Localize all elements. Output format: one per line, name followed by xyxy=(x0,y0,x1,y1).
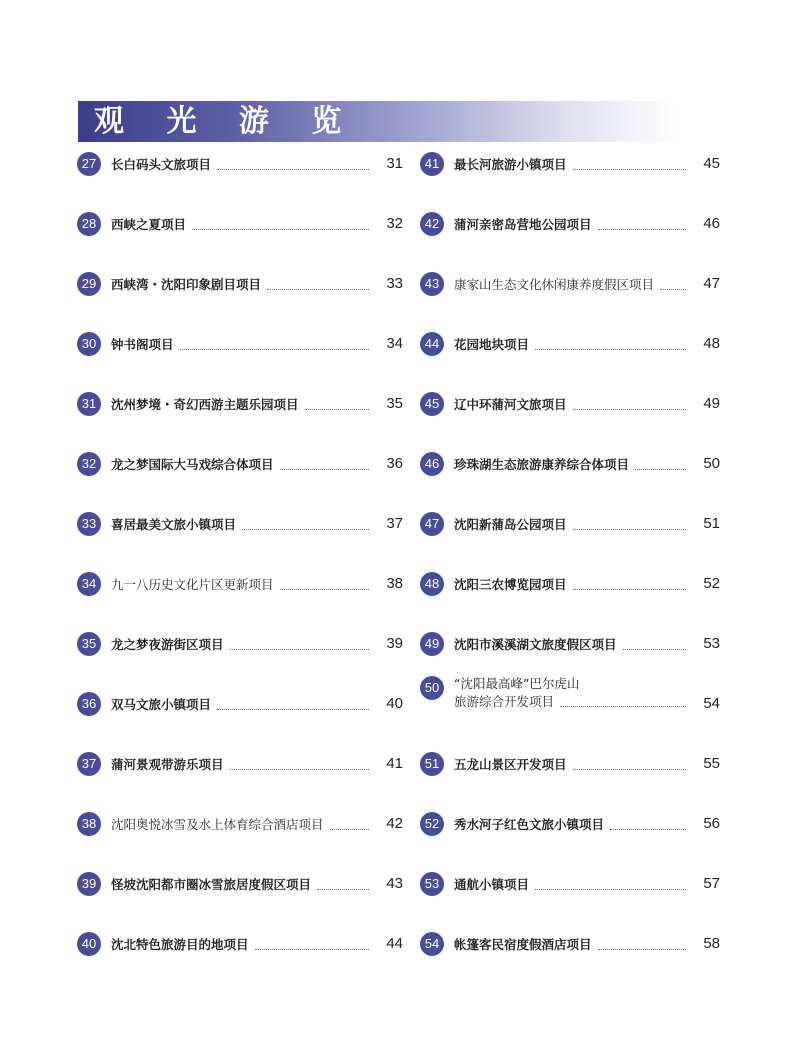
entry-number-badge: 30 xyxy=(77,332,101,356)
dot-leader xyxy=(560,706,686,707)
entry-title: 花园地块项目 xyxy=(454,337,530,352)
toc-entry[interactable] xyxy=(420,212,720,238)
dot-leader xyxy=(623,649,686,650)
entry-title-row xyxy=(454,752,686,776)
entry-page-number: 37 xyxy=(386,515,403,532)
entry-title-row xyxy=(111,152,369,176)
entry-title-row xyxy=(111,392,369,416)
entry-number-badge: 51 xyxy=(420,752,444,776)
toc-entry[interactable] xyxy=(77,872,403,898)
toc-entry[interactable] xyxy=(77,632,403,658)
toc-entry[interactable] xyxy=(77,932,403,958)
entry-title-row xyxy=(454,512,686,536)
entry-page-number: 40 xyxy=(386,695,403,712)
entry-title-line1: “沈阳最高峰”巴尔虎山 xyxy=(454,676,580,691)
entry-number-badge: 43 xyxy=(420,272,444,296)
entry-title-row xyxy=(111,332,369,356)
entry-number-badge: 36 xyxy=(77,692,101,716)
entry-title-row xyxy=(111,632,369,656)
entry-title: 龙之梦国际大马戏综合体项目 xyxy=(111,457,274,472)
entry-page-number: 47 xyxy=(703,275,720,292)
entry-page-number: 31 xyxy=(386,155,403,172)
dot-leader xyxy=(230,769,369,770)
toc-entry[interactable] xyxy=(77,812,403,838)
dot-leader xyxy=(242,529,369,530)
entry-title: 西峡之夏项目 xyxy=(111,217,187,232)
toc-entry[interactable] xyxy=(420,676,720,716)
dot-leader xyxy=(280,589,369,590)
entry-number-badge: 32 xyxy=(77,452,101,476)
entry-title: 五龙山景区开发项目 xyxy=(454,757,567,772)
entry-title: 辽中环蒲河文旅项目 xyxy=(454,397,567,412)
entry-title-row xyxy=(111,812,369,836)
dot-leader xyxy=(230,649,369,650)
entry-title-row xyxy=(111,572,369,596)
dot-leader xyxy=(635,469,686,470)
dot-leader xyxy=(573,409,686,410)
entry-page-number: 56 xyxy=(703,815,720,832)
entry-number-badge: 50 xyxy=(420,676,444,700)
entry-page-number: 45 xyxy=(703,155,720,172)
entry-title: 秀水河子红色文旅小镇项目 xyxy=(454,817,605,832)
entry-page-number: 38 xyxy=(386,575,403,592)
entry-title: 双马文旅小镇项目 xyxy=(111,697,212,712)
entry-page-number: 44 xyxy=(386,935,403,952)
dot-leader xyxy=(535,349,686,350)
toc-entry[interactable] xyxy=(77,452,403,478)
entry-title-row xyxy=(111,872,369,896)
toc-entry[interactable] xyxy=(77,392,403,418)
entry-page-number: 46 xyxy=(703,215,720,232)
entry-number-badge: 53 xyxy=(420,872,444,896)
entry-page-number: 50 xyxy=(703,455,720,472)
entry-title: 沈阳市溪溪湖文旅度假区项目 xyxy=(454,637,617,652)
toc-entry[interactable] xyxy=(77,692,403,718)
entry-number-badge: 48 xyxy=(420,572,444,596)
entry-title: 通航小镇项目 xyxy=(454,877,530,892)
dot-leader xyxy=(610,829,686,830)
toc-entry[interactable] xyxy=(420,392,720,418)
toc-entry[interactable] xyxy=(420,332,720,358)
entry-number-badge: 40 xyxy=(77,932,101,956)
dot-leader xyxy=(180,349,369,350)
dot-leader xyxy=(598,229,686,230)
dot-leader xyxy=(573,589,686,590)
dot-leader xyxy=(573,169,686,170)
entry-title-row xyxy=(111,212,369,236)
entry-title-row xyxy=(111,752,369,776)
dot-leader xyxy=(573,769,686,770)
entry-number-badge: 45 xyxy=(420,392,444,416)
entry-title: 西峡湾・沈阳印象剧目项目 xyxy=(111,277,262,292)
entry-title-row xyxy=(454,332,686,356)
entry-page-number: 42 xyxy=(386,815,403,832)
entry-title-row xyxy=(111,272,369,296)
entry-number-badge: 28 xyxy=(77,212,101,236)
toc-entry[interactable] xyxy=(420,452,720,478)
entry-number-badge: 31 xyxy=(77,392,101,416)
entry-title-row xyxy=(111,512,369,536)
toc-entry[interactable] xyxy=(77,752,403,778)
entry-title-row xyxy=(454,812,686,836)
entry-number-badge: 35 xyxy=(77,632,101,656)
entry-number-badge: 41 xyxy=(420,152,444,176)
entry-title-row xyxy=(454,632,686,656)
dot-leader xyxy=(217,709,369,710)
entry-title: 康家山生态文化休闲康养度假区项目 xyxy=(454,277,655,292)
entry-title-row xyxy=(454,152,686,176)
entry-page-number: 51 xyxy=(703,515,720,532)
dot-leader xyxy=(330,829,369,830)
entry-number-badge: 37 xyxy=(77,752,101,776)
entry-number-badge: 42 xyxy=(420,212,444,236)
toc-entry[interactable] xyxy=(420,632,720,658)
entry-page-number: 53 xyxy=(703,635,720,652)
entry-page-number: 48 xyxy=(703,335,720,352)
entry-title: 最长河旅游小镇项目 xyxy=(454,157,567,172)
entry-number-badge: 46 xyxy=(420,452,444,476)
toc-entry[interactable] xyxy=(420,152,720,178)
dot-leader xyxy=(660,289,686,290)
toc-entry[interactable] xyxy=(420,272,720,298)
dot-leader xyxy=(598,949,686,950)
entry-number-badge: 34 xyxy=(77,572,101,596)
entry-page-number: 39 xyxy=(386,635,403,652)
entry-title: 沈阳奥悦冰雪及水上体育综合酒店项目 xyxy=(111,817,324,832)
entry-title: 九一八历史文化片区更新项目 xyxy=(111,577,274,592)
entry-title-row xyxy=(454,212,686,236)
entry-page-number: 49 xyxy=(703,395,720,412)
entry-page-number: 54 xyxy=(703,695,720,712)
entry-title-row xyxy=(454,872,686,896)
entry-page-number: 41 xyxy=(386,755,403,772)
toc-entry[interactable] xyxy=(420,872,720,898)
toc-entry[interactable] xyxy=(420,512,720,538)
entry-title: 沈州梦境・奇幻西游主题乐园项目 xyxy=(111,397,299,412)
toc-entry[interactable] xyxy=(77,332,403,358)
entry-title-line2-row xyxy=(454,692,686,710)
dot-leader xyxy=(255,949,369,950)
toc-entry[interactable] xyxy=(77,512,403,538)
dot-leader xyxy=(305,409,369,410)
section-title: 观 光 游 览 xyxy=(94,104,358,139)
entry-number-badge: 27 xyxy=(77,152,101,176)
entry-title: 喜居最美文旅小镇项目 xyxy=(111,517,237,532)
entry-number-badge: 49 xyxy=(420,632,444,656)
entry-title: 怪坡沈阳都市圈冰雪旅居度假区项目 xyxy=(111,877,312,892)
entry-title-row xyxy=(454,452,686,476)
dot-leader xyxy=(267,289,369,290)
entry-number-badge: 39 xyxy=(77,872,101,896)
entry-page-number: 33 xyxy=(386,275,403,292)
toc-entry[interactable] xyxy=(420,752,720,778)
entry-title-row xyxy=(111,692,369,716)
entry-page-number: 43 xyxy=(386,875,403,892)
entry-page-number: 36 xyxy=(386,455,403,472)
entry-number-badge: 47 xyxy=(420,512,444,536)
entry-title-row xyxy=(454,932,686,956)
entry-title: 长白码头文旅项目 xyxy=(111,157,212,172)
section-banner xyxy=(78,101,678,142)
entry-number-badge: 44 xyxy=(420,332,444,356)
entry-title: 沈阳新蒲岛公园项目 xyxy=(454,517,567,532)
entry-title: 蒲河景观带游乐项目 xyxy=(111,757,224,772)
toc-entry[interactable] xyxy=(77,572,403,598)
entry-title-row xyxy=(454,392,686,416)
entry-title: 蒲河亲密岛营地公园项目 xyxy=(454,217,592,232)
toc-entry[interactable] xyxy=(420,812,720,838)
entry-page-number: 57 xyxy=(703,875,720,892)
dot-leader xyxy=(573,529,686,530)
entry-number-badge: 54 xyxy=(420,932,444,956)
toc-entry[interactable] xyxy=(77,212,403,238)
entry-number-badge: 33 xyxy=(77,512,101,536)
toc-entry[interactable] xyxy=(77,272,403,298)
entry-title: 沈北特色旅游目的地项目 xyxy=(111,937,249,952)
entry-title-row xyxy=(454,272,686,296)
entry-title-row xyxy=(111,932,369,956)
entry-number-badge: 29 xyxy=(77,272,101,296)
entry-title: 钟书阁项目 xyxy=(111,337,174,352)
entry-title-row xyxy=(454,676,686,716)
entry-page-number: 35 xyxy=(386,395,403,412)
entry-title: 珍珠湖生态旅游康养综合体项目 xyxy=(454,457,630,472)
entry-page-number: 52 xyxy=(703,575,720,592)
toc-entry[interactable] xyxy=(77,152,403,178)
entry-number-badge: 38 xyxy=(77,812,101,836)
entry-number-badge: 52 xyxy=(420,812,444,836)
entry-title: 龙之梦夜游街区项目 xyxy=(111,637,224,652)
entry-page-number: 58 xyxy=(703,935,720,952)
dot-leader xyxy=(535,889,686,890)
entry-title-row xyxy=(111,452,369,476)
dot-leader xyxy=(192,229,369,230)
entry-title: 帐篷客民宿度假酒店项目 xyxy=(454,937,592,952)
toc-entry[interactable] xyxy=(420,932,720,958)
dot-leader xyxy=(217,169,369,170)
dot-leader xyxy=(317,889,369,890)
entry-page-number: 34 xyxy=(386,335,403,352)
dot-leader xyxy=(280,469,369,470)
entry-title-line2: 旅游综合开发项目 xyxy=(454,694,555,709)
entry-title: 沈阳三农博览园项目 xyxy=(454,577,567,592)
entry-page-number: 32 xyxy=(386,215,403,232)
entry-page-number: 55 xyxy=(703,755,720,772)
entry-title-row xyxy=(454,572,686,596)
toc-entry[interactable] xyxy=(420,572,720,598)
